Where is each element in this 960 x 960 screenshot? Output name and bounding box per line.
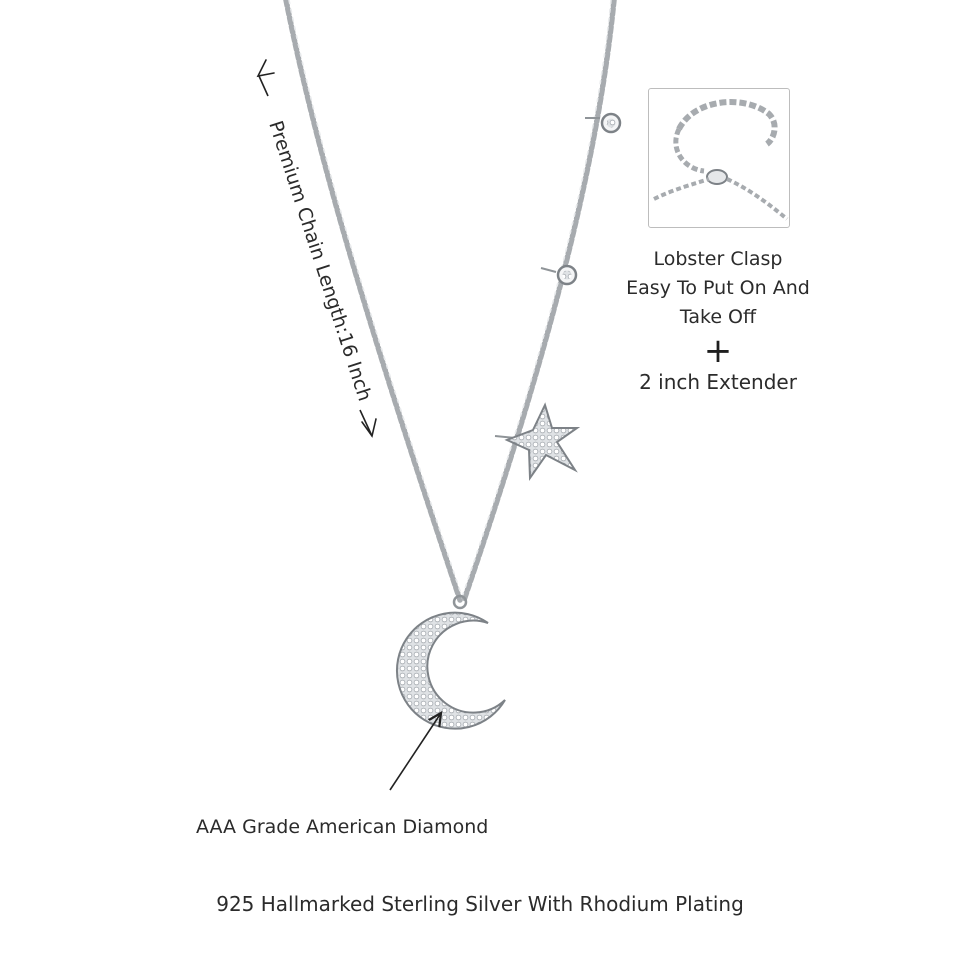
material-label: 925 Hallmarked Sterling Silver With Rhodium Plating: [216, 892, 744, 916]
extender-label: 2 inch Extender: [639, 370, 797, 394]
bezel-charm-lower: [541, 266, 576, 284]
clasp-description: [598, 245, 838, 332]
clasp-line-2: Easy To Put On And: [626, 277, 810, 299]
pendant-label: AAA Grade American Diamond: [196, 816, 489, 838]
lobster-clasp-image: [649, 89, 789, 227]
clasp-line-3: Take Off: [679, 306, 757, 328]
plus-symbol: +: [703, 331, 733, 371]
bezel-charm-upper: [585, 114, 620, 132]
right-chain: [461, 0, 614, 600]
clasp-line-1: Lobster Clasp: [653, 248, 783, 270]
chain-length-label: Premium Chain Length:16 Inch: [264, 118, 376, 404]
clasp-inset: [648, 88, 790, 228]
moon-pendant: [397, 596, 505, 729]
diamond-pointer-arrow: [390, 713, 441, 790]
left-chain: [286, 0, 463, 600]
